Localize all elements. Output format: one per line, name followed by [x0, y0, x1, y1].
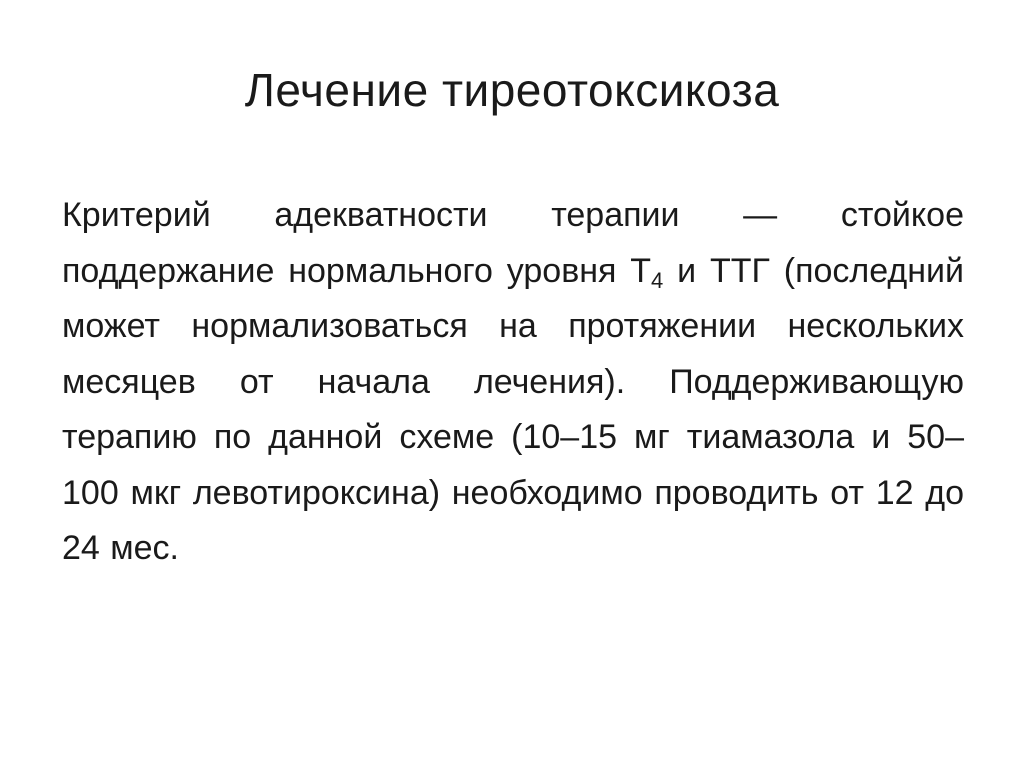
body-text-part-1: Критерий адекватности терапии — стойкое поддержание нормального уровня Т [62, 196, 964, 290]
slide-title: Лечение тиреотоксикоза [244, 64, 780, 116]
slide-body-text [62, 188, 964, 577]
body-text-part-2: и ТТГ (последний может нормализоваться на протяжении нескольких месяцев от начала лечения). Поддерживающую терапию по данной схеме (10–15 мг тиамазола и 50–100 мкг левотироксина) необходимо проводить от 12 до 24 мес. [62, 251, 964, 567]
t4-subscript: 4 [651, 267, 664, 293]
